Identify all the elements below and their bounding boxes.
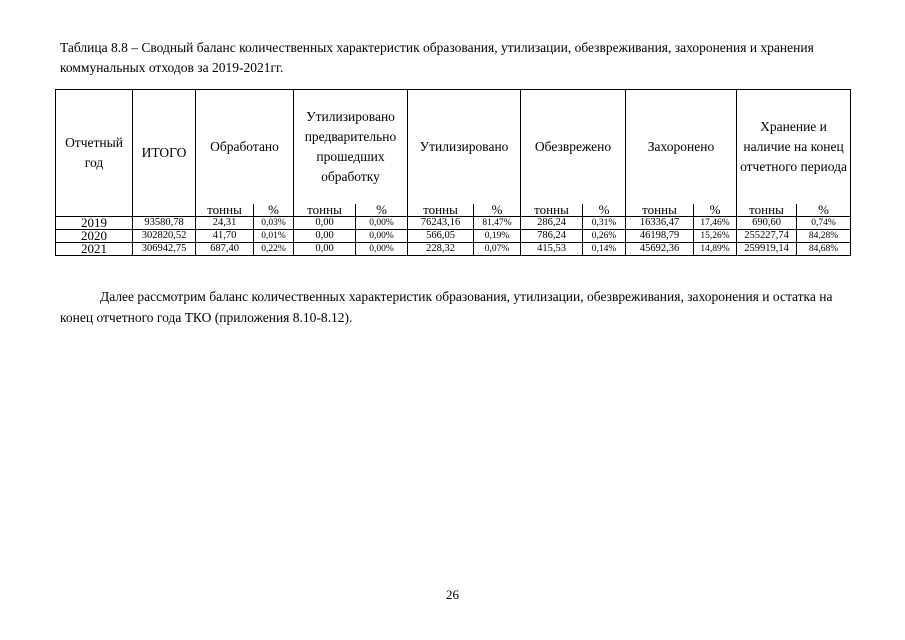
cell-buried-pct: 15,26% xyxy=(694,230,737,243)
cell-stored-tons: 259919,14 xyxy=(737,243,797,256)
cell-utilized-tons: 566,05 xyxy=(408,230,474,243)
cell-utilized-pct: 0,07% xyxy=(474,243,521,256)
cell-buried-tons: 45692,36 xyxy=(626,243,694,256)
cell-buried-pct: 14,89% xyxy=(694,243,737,256)
cell-stored-tons: 255227,74 xyxy=(737,230,797,243)
unit-tons: тонны xyxy=(626,204,694,217)
header-processed: Обработано xyxy=(196,90,294,205)
header-utilized-pre: Утилизировано предварительно прошедших обработку xyxy=(294,90,408,205)
cell-total: 302820,52 xyxy=(133,230,196,243)
cell-buried-tons: 46198,79 xyxy=(626,230,694,243)
cell-stored-pct: 84,68% xyxy=(797,243,851,256)
cell-year: 2020 xyxy=(56,230,133,243)
header-neutralized: Обезврежено xyxy=(521,90,626,205)
waste-balance-table xyxy=(55,89,851,256)
cell-processed-tons: 687,40 xyxy=(196,243,254,256)
cell-processed-tons: 24,31 xyxy=(196,217,254,230)
cell-stored-pct: 0,74% xyxy=(797,217,851,230)
cell-utilized-pre-pct: 0,00% xyxy=(356,217,408,230)
cell-buried-pct: 17,46% xyxy=(694,217,737,230)
header-utilized: Утилизировано xyxy=(408,90,521,205)
cell-processed-pct: 0,01% xyxy=(254,230,294,243)
cell-year: 2021 xyxy=(56,243,133,256)
header-buried: Захоронено xyxy=(626,90,737,205)
cell-year: 2019 xyxy=(56,217,133,230)
unit-tons: тонны xyxy=(196,204,254,217)
unit-pct: % xyxy=(583,204,626,217)
unit-pct: % xyxy=(694,204,737,217)
unit-tons: тонны xyxy=(521,204,583,217)
cell-processed-pct: 0,22% xyxy=(254,243,294,256)
cell-utilized-pre-pct: 0,00% xyxy=(356,230,408,243)
cell-neutralized-pct: 0,14% xyxy=(583,243,626,256)
cell-utilized-pre-tons: 0,00 xyxy=(294,230,356,243)
table-caption: Таблица 8.8 – Сводный баланс количественных характеристик образования, утилизации, обезвреживания, захоронения и хранения коммунальных отходов за 2019-2021гг. xyxy=(60,40,814,75)
header-total: ИТОГО xyxy=(133,90,196,217)
unit-pct: % xyxy=(254,204,294,217)
cell-utilized-tons: 228,32 xyxy=(408,243,474,256)
cell-processed-tons: 41,70 xyxy=(196,230,254,243)
cell-neutralized-tons: 415,53 xyxy=(521,243,583,256)
header-year: Отчетный год xyxy=(56,90,133,217)
cell-processed-pct: 0,03% xyxy=(254,217,294,230)
cell-utilized-tons: 76243,16 xyxy=(408,217,474,230)
cell-utilized-pct: 0,19% xyxy=(474,230,521,243)
cell-total: 306942,75 xyxy=(133,243,196,256)
header-stored: Хранение и наличие на конец отчетного периода xyxy=(737,90,851,205)
cell-neutralized-pct: 0,31% xyxy=(583,217,626,230)
cell-utilized-pct: 81,47% xyxy=(474,217,521,230)
cell-neutralized-tons: 786,24 xyxy=(521,230,583,243)
unit-tons: тонны xyxy=(294,204,356,217)
table-row xyxy=(56,243,851,256)
body-paragraph: Далее рассмотрим баланс количественных характеристик образования, утилизации, обезвреживания, захоронения и остатка на конец отчетного года ТКО (приложения 8.10-8.12). xyxy=(60,289,833,325)
cell-stored-pct: 84,28% xyxy=(797,230,851,243)
cell-stored-tons: 690,60 xyxy=(737,217,797,230)
cell-utilized-pre-tons: 0,00 xyxy=(294,217,356,230)
unit-pct: % xyxy=(356,204,408,217)
table-row xyxy=(56,230,851,243)
unit-tons: тонны xyxy=(408,204,474,217)
unit-pct: % xyxy=(474,204,521,217)
unit-tons: тонны xyxy=(737,204,797,217)
cell-buried-tons: 16336,47 xyxy=(626,217,694,230)
cell-total: 93580,78 xyxy=(133,217,196,230)
cell-neutralized-pct: 0,26% xyxy=(583,230,626,243)
cell-utilized-pre-tons: 0,00 xyxy=(294,243,356,256)
cell-neutralized-tons: 286,24 xyxy=(521,217,583,230)
table-row xyxy=(56,217,851,230)
unit-pct: % xyxy=(797,204,851,217)
cell-utilized-pre-pct: 0,00% xyxy=(356,243,408,256)
page-number: 26 xyxy=(446,587,459,602)
